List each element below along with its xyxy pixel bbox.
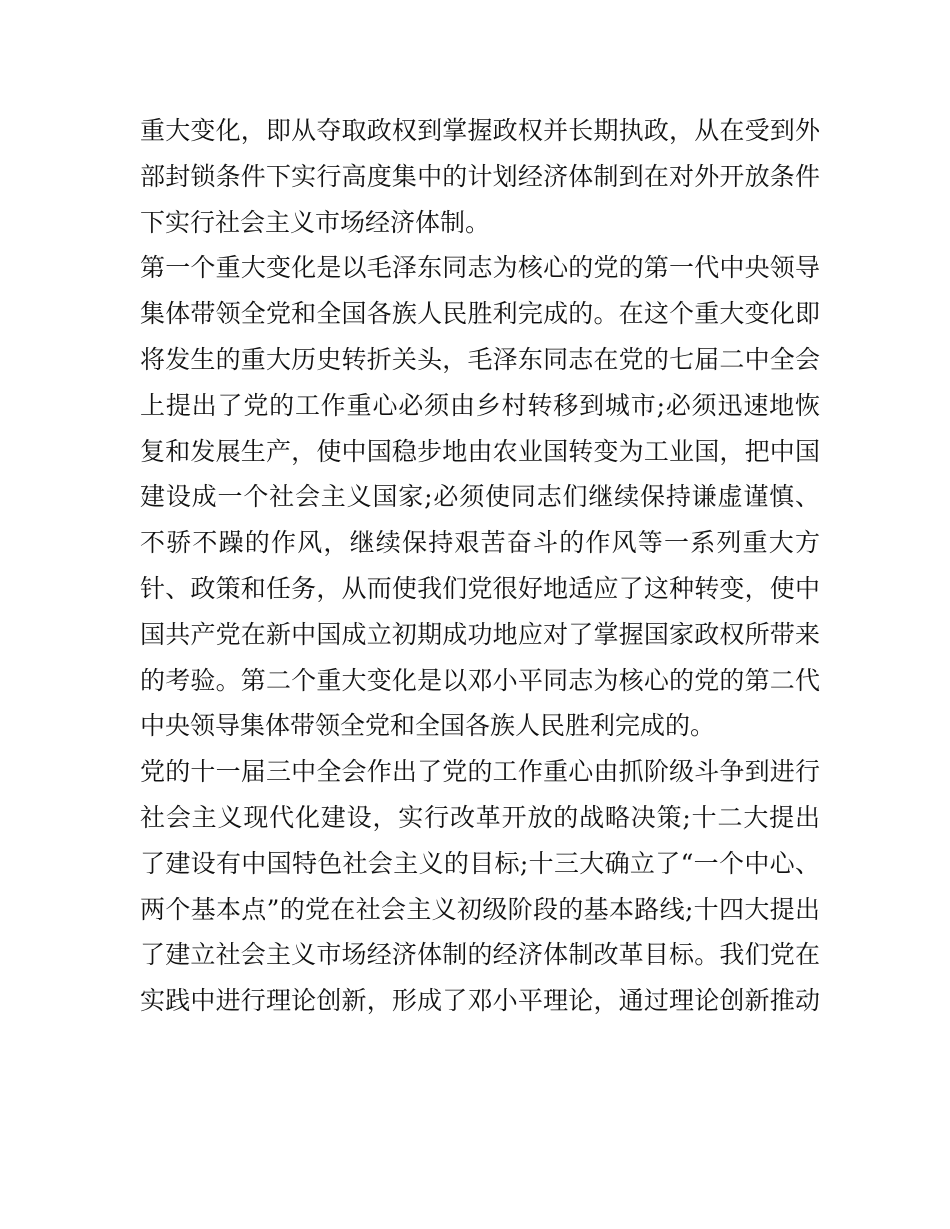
- text-line: 中央领导集体带领全党和全国各族人民胜利完成的。: [140, 711, 716, 741]
- text-line: 下实行社会主义市场经济体制。: [140, 207, 491, 237]
- text-line: 两个基本点”的党在社会主义初级阶段的基本路线;十四大提出: [140, 894, 820, 924]
- text-line: 第一个重大变化是以毛泽东同志为核心的党的第一代中央领导: [140, 253, 820, 283]
- text-line: 了建设有中国特色社会主义的目标;十三大确立了“一个中心、: [140, 848, 820, 878]
- text-line: 上提出了党的工作重心必须由乡村转移到城市;必须迅速地恢: [140, 390, 820, 420]
- text-line: 社会主义现代化建设，实行改革开放的战略决策;十二大提出: [140, 802, 820, 832]
- text-line: 了建立社会主义市场经济体制的经济体制改革目标。我们党在: [140, 940, 820, 970]
- text-line: 部封锁条件下实行高度集中的计划经济体制到在对外开放条件: [140, 161, 820, 191]
- text-line: 重大变化，即从夺取政权到掌握政权并长期执政，从在受到外: [140, 116, 820, 145]
- text-line: 不骄不躁的作风，继续保持艰苦奋斗的作风等一系列重大方: [140, 528, 820, 558]
- text-line: 党的十一届三中全会作出了党的工作重心由抓阶级斗争到进行: [140, 757, 820, 787]
- text-line: 国共产党在新中国成立初期成功地应对了掌握国家政权所带来: [140, 619, 820, 649]
- text-line: 实践中进行理论创新，形成了邓小平理论，通过理论创新推动: [140, 986, 820, 1016]
- text-line: 将发生的重大历史转折关头，毛泽东同志在党的七届二中全会: [140, 344, 820, 374]
- text-line: 的考验。第二个重大变化是以邓小平同志为核心的党的第二代: [140, 665, 820, 695]
- text-line: 复和发展生产，使中国稳步地由农业国转变为工业国，把中国: [140, 436, 820, 466]
- text-line: 集体带领全党和全国各族人民胜利完成的。在这个重大变化即: [140, 299, 820, 329]
- text-line: 针、政策和任务，从而使我们党很好地适应了这种转变，使中: [140, 573, 820, 603]
- text-line: 建设成一个社会主义国家;必须使同志们继续保持谦虚谨慎、: [140, 482, 820, 512]
- body-text: [140, 108, 820, 1024]
